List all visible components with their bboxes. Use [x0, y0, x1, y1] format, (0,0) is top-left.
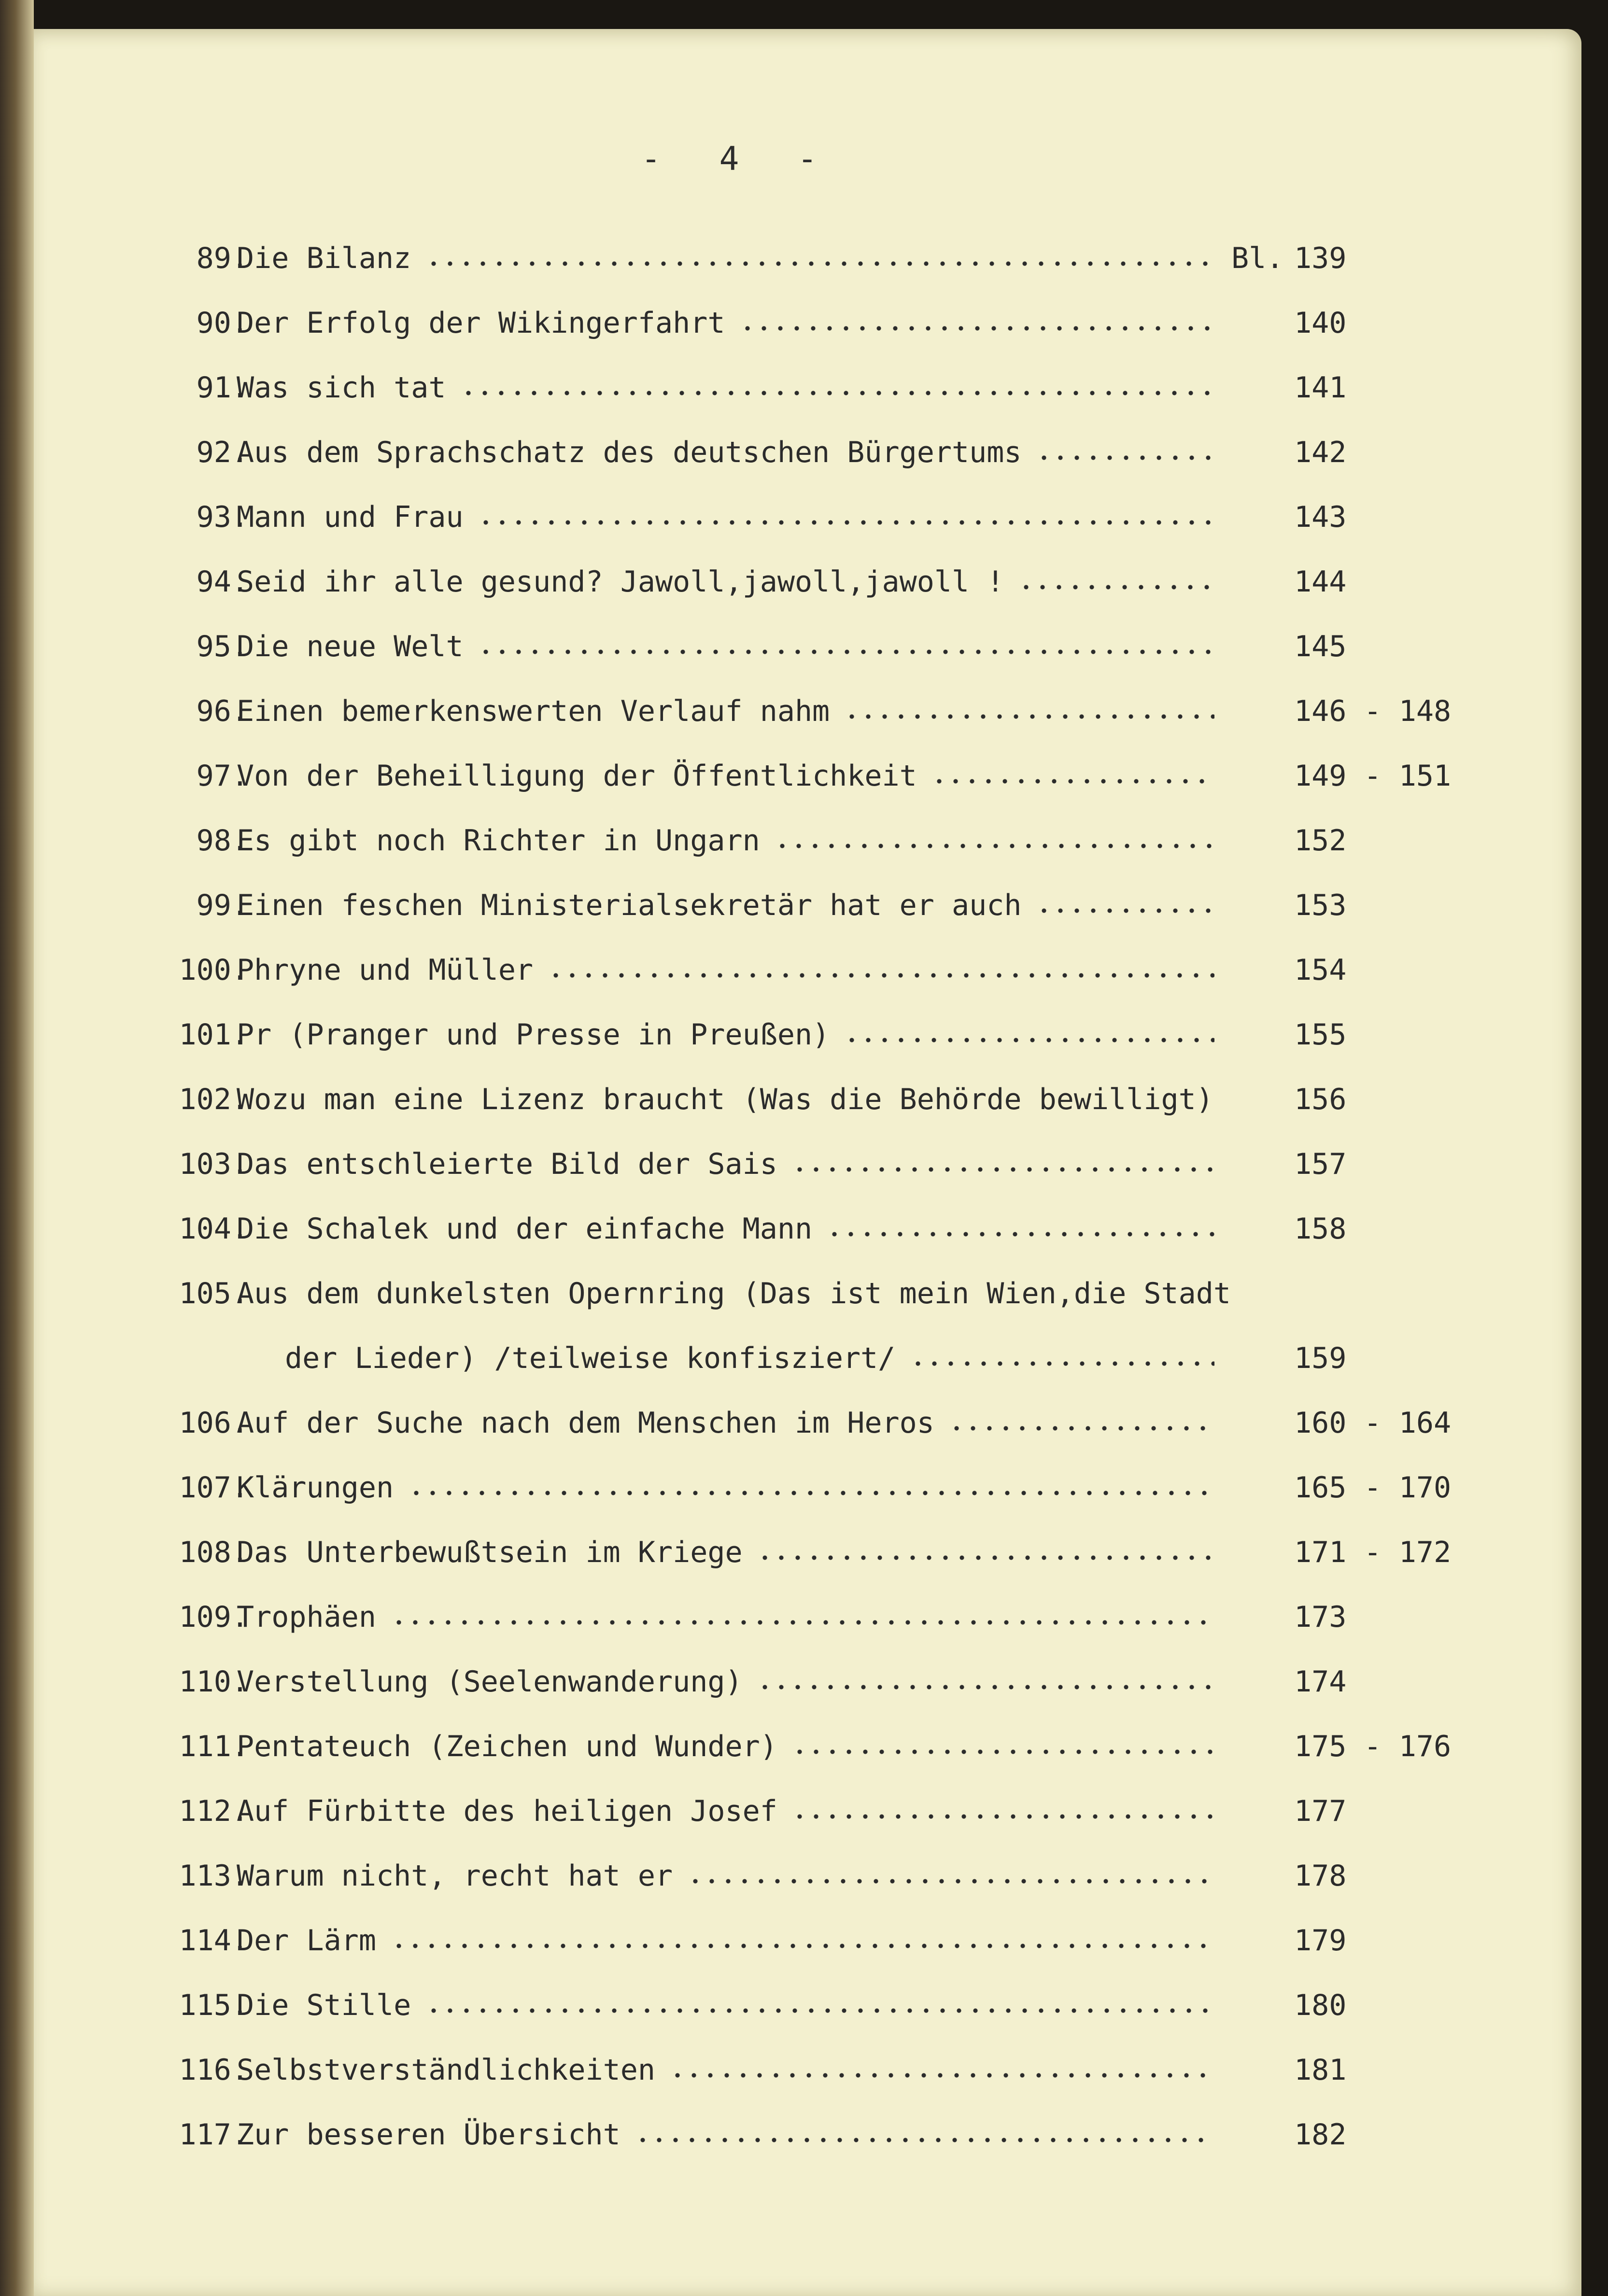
entry-pages: 180: [1294, 1988, 1347, 2022]
dot-leader: [478, 520, 1214, 525]
toc-entry: [34, 1277, 1581, 1375]
dot-leader: [757, 1555, 1214, 1561]
dot-leader: [826, 1231, 1214, 1237]
toc-entry: [34, 1988, 1581, 2032]
entry-number: 116.: [179, 2053, 249, 2087]
entry-pages: 140: [1294, 306, 1347, 340]
dot-leader: [948, 1425, 1214, 1431]
entry-number: 99.: [196, 888, 249, 922]
entry-title: Was sich tat: [237, 371, 446, 405]
dot-leader: [391, 1620, 1214, 1625]
toc-entry: [34, 1859, 1581, 1902]
entry-title: Der Lärm: [237, 1924, 376, 1958]
entry-pages: 157: [1294, 1147, 1347, 1181]
entry-title: Es gibt noch Richter in Ungarn: [237, 824, 760, 858]
dot-leader: [460, 390, 1214, 396]
entry-pages: 181: [1294, 2053, 1347, 2087]
entry-pages: 141: [1294, 371, 1347, 405]
dot-leader: [910, 1361, 1215, 1366]
sheet-prefix: Bl.: [1231, 241, 1284, 275]
entry-title: Verstellung (Seelenwanderung): [237, 1665, 743, 1699]
dot-leader: [687, 1878, 1215, 1884]
entry-pages: 160 - 164: [1294, 1406, 1452, 1440]
entry-pages: 146 - 148: [1294, 694, 1452, 728]
entry-number: 95.: [196, 630, 249, 663]
dot-leader: [844, 714, 1214, 719]
entry-pages: 143: [1294, 500, 1347, 534]
entry-title: Die Stille: [237, 1988, 411, 2022]
dot-leader: [548, 972, 1214, 978]
entry-title: Aus dem Sprachschatz des deutschen Bürgertums: [237, 436, 1022, 469]
entry-number: 105.: [179, 1277, 249, 1310]
entry-title: Pentateuch (Zeichen und Wunder): [237, 1730, 777, 1763]
dot-leader: [739, 325, 1214, 331]
dot-leader: [669, 2072, 1214, 2078]
dot-leader: [478, 649, 1214, 655]
entry-title: Trophäen: [237, 1600, 376, 1634]
dot-leader: [791, 1749, 1214, 1755]
dot-leader: [408, 1490, 1214, 1496]
toc-entry: [34, 824, 1581, 867]
entry-pages: 139: [1294, 241, 1347, 275]
entry-pages: 159: [1294, 1341, 1347, 1375]
entry-title: Die Schalek und der einfache Mann: [237, 1212, 813, 1246]
entry-number: 93.: [196, 500, 249, 534]
toc-entry: [34, 888, 1581, 932]
entry-title: Pr (Pranger und Presse in Preußen): [237, 1018, 830, 1052]
toc-entry: [34, 500, 1581, 544]
toc-entry: [34, 1083, 1581, 1126]
entry-pages: 178: [1294, 1859, 1347, 1893]
entry-number: 102.: [179, 1083, 249, 1116]
entry-number: 104.: [179, 1212, 249, 1246]
entry-title: Das entschleierte Bild der Sais: [237, 1147, 777, 1181]
entry-number: 117.: [179, 2118, 249, 2152]
toc-entry: [34, 759, 1581, 803]
entry-title: Die Bilanz: [237, 241, 411, 275]
dot-leader: [425, 261, 1212, 267]
toc-entry: [34, 241, 1581, 285]
dot-leader: [1036, 455, 1215, 461]
entry-number: 103.: [179, 1147, 249, 1181]
toc-entry: [34, 1924, 1581, 1967]
entry-pages: 171 - 172: [1294, 1535, 1452, 1569]
entry-title: Einen feschen Ministerialsekretär hat er auch: [237, 888, 1022, 922]
dot-leader: [791, 1814, 1214, 1819]
entry-pages: 155: [1294, 1018, 1347, 1052]
entry-pages: 153: [1294, 888, 1347, 922]
entry-title: Zur besseren Übersicht: [237, 2118, 621, 2152]
dot-leader: [635, 2137, 1214, 2143]
entry-title: Mann und Frau: [237, 500, 464, 534]
dot-leader: [757, 1684, 1214, 1690]
entry-number: 91.: [196, 371, 249, 405]
toc-entry: [34, 436, 1581, 479]
entry-pages: 156: [1294, 1083, 1347, 1116]
toc-entry: [34, 1018, 1581, 1061]
entry-title: Warum nicht, recht hat er: [237, 1859, 673, 1893]
entry-pages: 182: [1294, 2118, 1347, 2152]
entry-title: Seid ihr alle gesund? Jawoll,jawoll,jawoll !: [237, 565, 1004, 599]
entry-number: 112.: [179, 1794, 249, 1828]
toc-entry: [34, 565, 1581, 608]
entry-title: Phryne und Müller: [237, 953, 534, 987]
toc-entry: [34, 1794, 1581, 1838]
entry-number: 113.: [179, 1859, 249, 1893]
entry-pages: 175 - 176: [1294, 1730, 1452, 1763]
toc-entry: [34, 1147, 1581, 1191]
entry-number: 106.: [179, 1406, 249, 1440]
entry-pages: 165 - 170: [1294, 1471, 1452, 1505]
dot-leader: [425, 2008, 1214, 2014]
toc-entry: [34, 306, 1581, 350]
entry-number: 97.: [196, 759, 249, 793]
entry-title: Klärungen: [237, 1471, 394, 1505]
dot-leader: [931, 778, 1214, 784]
entry-pages: 149 - 151: [1294, 759, 1452, 793]
entry-number: 100.: [179, 953, 249, 987]
entry-number: 111.: [179, 1730, 249, 1763]
entry-number: 89.: [196, 241, 249, 275]
toc-entry: [34, 1471, 1581, 1514]
entry-pages: 173: [1294, 1600, 1347, 1634]
toc-entry: [34, 953, 1581, 997]
entry-title: Auf der Suche nach dem Menschen im Heros: [237, 1406, 934, 1440]
entry-number: 98.: [196, 824, 249, 858]
page-number: - 4 -: [641, 140, 837, 178]
toc-entry: [34, 630, 1581, 673]
entry-number: 101.: [179, 1018, 249, 1052]
entry-pages: 154: [1294, 953, 1347, 987]
entry-pages: 174: [1294, 1665, 1347, 1699]
dot-leader: [844, 1037, 1214, 1043]
entry-pages: 142: [1294, 436, 1347, 469]
dot-leader: [774, 843, 1214, 849]
toc-entry: [34, 1535, 1581, 1579]
entry-number: 92.: [196, 436, 249, 469]
entry-title: Die neue Welt: [237, 630, 464, 663]
entry-number: 107.: [179, 1471, 249, 1505]
entry-title: Von der Beheilligung der Öffentlichkeit: [237, 759, 917, 793]
entry-number: 96.: [196, 694, 249, 728]
entry-number: 109.: [179, 1600, 249, 1634]
entry-number: 110.: [179, 1665, 249, 1699]
entry-title: Auf Fürbitte des heiligen Josef: [237, 1794, 777, 1828]
entry-pages: 144: [1294, 565, 1347, 599]
entry-number: 114.: [179, 1924, 249, 1958]
book-binding: [0, 0, 34, 2296]
entry-title: Selbstverständlichkeiten: [237, 2053, 655, 2087]
dot-leader: [1036, 908, 1215, 914]
toc-entry: [34, 1730, 1581, 1773]
toc-entry: [34, 1406, 1581, 1450]
entry-pages: 145: [1294, 630, 1347, 663]
entry-title: Aus dem dunkelsten Opernring (Das ist mein Wien,die Stadt: [237, 1277, 1231, 1310]
dot-leader: [1018, 584, 1214, 590]
document-page: [34, 29, 1581, 2296]
toc-entry: [34, 1212, 1581, 1255]
entry-number: 94.: [196, 565, 249, 599]
entry-pages: 179: [1294, 1924, 1347, 1958]
entry-title: Wozu man eine Lizenz braucht (Was die Behörde bewilligt): [237, 1083, 1213, 1116]
dot-leader: [391, 1943, 1214, 1949]
toc-entry: [34, 2053, 1581, 2097]
toc-entry: [34, 694, 1581, 738]
toc-entry: [34, 1665, 1581, 1708]
entry-title-continuation: der Lieder) /teilweise konfisziert/: [285, 1341, 896, 1375]
toc-entry: [34, 1600, 1581, 1644]
entry-number: 90.: [196, 306, 249, 340]
entry-pages: 158: [1294, 1212, 1347, 1246]
entry-title: Das Unterbewußtsein im Kriege: [237, 1535, 743, 1569]
toc-entry: [34, 2118, 1581, 2161]
entry-pages: 152: [1294, 824, 1347, 858]
entry-title: Einen bemerkenswerten Verlauf nahm: [237, 694, 830, 728]
entry-pages: 177: [1294, 1794, 1347, 1828]
entry-title: Der Erfolg der Wikingerfahrt: [237, 306, 725, 340]
dot-leader: [791, 1167, 1214, 1172]
entry-number: 115.: [179, 1988, 249, 2022]
entry-number: 108.: [179, 1535, 249, 1569]
toc-entry: [34, 371, 1581, 414]
